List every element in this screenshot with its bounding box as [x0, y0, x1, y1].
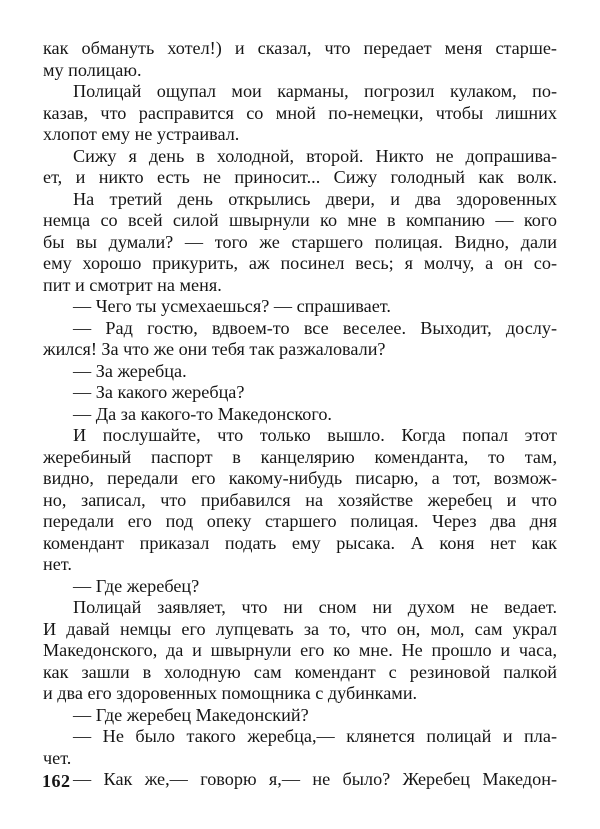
text-line: — Чего ты усмехаешься? — спрашивает. — [73, 296, 391, 316]
text-line: и два его здоровенных помощника с дубинками. — [43, 683, 418, 703]
text-line: — Где жеребец? — [73, 575, 200, 596]
text-line: как зашли в холодную сам комендант с резиновой палкой — [43, 661, 557, 682]
text-line: ему хорошо прикурить, аж посинел весь; я молчу, а он со- — [43, 253, 557, 273]
text-line: Полицай заявляет, что ни сном ни духом не ведает. — [73, 597, 557, 617]
text-line: как обмануть хотел!) и сказал, что передает меня старше- — [43, 38, 557, 58]
text-line: — Где жеребец Македонский? — [73, 704, 309, 725]
text-line: — Рад гостю, вдвоем-то все веселее. Выходит, дослу- — [73, 317, 557, 338]
text-line: чет. — [43, 747, 72, 768]
text-line: но, записал, что прибавился на хозяйстве жеребец и что — [43, 489, 557, 510]
text-line: хлопот ему не устраивал. — [43, 124, 240, 144]
text-line: комендант приказал подать ему рысака. А коня нет как — [43, 532, 557, 553]
text-line: Македонского, да и швырнули его ко мне. Не прошло и часа, — [43, 640, 557, 660]
text-line: На третий день открылись двери, и два здоровенных — [73, 188, 557, 209]
text-line: пит и смотрит на меня. — [43, 274, 222, 295]
text-line: Сижу я день в холодной, второй. Никто не допрашива- — [73, 145, 557, 166]
text-line: нет. — [43, 554, 72, 574]
text-line: видно, передали его какому-нибудь писарю, а тот, возмож- — [43, 468, 557, 488]
text-line: — За какого жеребца? — [73, 382, 245, 402]
text-line: Полицай ощупал мои карманы, погрозил кулаком, по- — [73, 81, 557, 101]
text-line: — За жеребца. — [73, 360, 187, 381]
text-line: жился! За что же они тебя так разжаловали? — [43, 339, 386, 359]
text-line: — Как же,— говорю я,— не было? Жеребец Македон- — [73, 769, 557, 789]
text-line: бы вы думали? — того же старшего полицая. Видно, дали — [43, 231, 557, 252]
text-line: И послушайте, что только вышло. Когда попал этот — [73, 425, 557, 445]
text-line: немца со всей силой швырнули ко мне в компанию — кого — [43, 210, 557, 230]
text-line: — Да за какого-то Македонского. — [73, 403, 332, 424]
text-line: казав, что расправится со мной по-немецки, чтобы лишних — [43, 102, 557, 123]
page-number: 162 — [42, 771, 71, 791]
text-line: му полицаю. — [43, 59, 142, 80]
text-line: передали его под опеку старшего полицая. Через два дня — [43, 511, 557, 531]
text-line: жеребиный паспорт в канцелярию коменданта, то там, — [43, 446, 557, 467]
text-line: — Не было такого жеребца,— клянется полицай и пла- — [73, 726, 557, 746]
text-line: И давай немцы его лупцевать за то, что он, мол, сам украл — [43, 618, 557, 639]
text-line: ет, и никто есть не приносит... Сижу голодный как волк. — [43, 167, 557, 187]
body-text — [43, 38, 557, 791]
